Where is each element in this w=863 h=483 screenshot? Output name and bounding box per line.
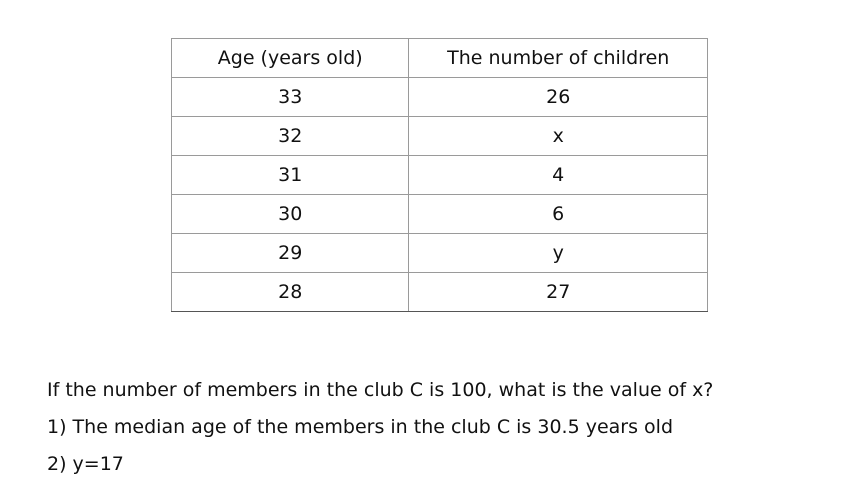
count-cell: 26 — [409, 78, 708, 117]
age-cell: 33 — [172, 78, 409, 117]
count-cell: y — [409, 234, 708, 273]
table-row — [172, 156, 708, 195]
age-cell: 30 — [172, 195, 409, 234]
table-row — [172, 78, 708, 117]
question-block — [47, 372, 847, 483]
count-cell: x — [409, 117, 708, 156]
condition-2: 2) y=17 — [47, 453, 124, 475]
age-children-table — [171, 38, 708, 312]
header-number-of-children: The number of children — [409, 39, 708, 78]
table-row — [172, 234, 708, 273]
age-cell: 31 — [172, 156, 409, 195]
table-row — [172, 273, 708, 312]
count-cell: 4 — [409, 156, 708, 195]
table-header-row — [172, 39, 708, 78]
table-row — [172, 195, 708, 234]
count-cell: 6 — [409, 195, 708, 234]
count-cell: 27 — [409, 273, 708, 312]
age-cell: 32 — [172, 117, 409, 156]
header-age: Age (years old) — [172, 39, 409, 78]
age-cell: 28 — [172, 273, 409, 312]
table-row — [172, 117, 708, 156]
age-cell: 29 — [172, 234, 409, 273]
question-prompt: If the number of members in the club C is 100, what is the value of x? — [47, 379, 714, 401]
condition-1: 1) The median age of the members in the club C is 30.5 years old — [47, 416, 673, 438]
